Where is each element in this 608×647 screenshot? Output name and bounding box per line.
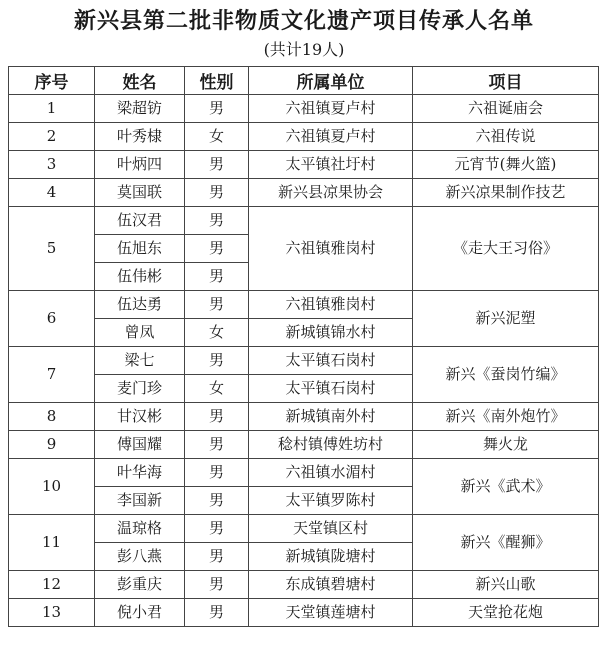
person-gender: 女 xyxy=(185,123,249,151)
row-number: 2 xyxy=(9,123,95,151)
person-gender: 男 xyxy=(185,207,249,235)
affiliated-unit: 太平镇石岗村 xyxy=(249,375,413,403)
row-number: 13 xyxy=(9,599,95,627)
heritage-project: 新兴《武术》 xyxy=(413,459,599,515)
person-gender: 男 xyxy=(185,543,249,571)
affiliated-unit: 太平镇罗陈村 xyxy=(249,487,413,515)
heritage-project: 元宵节(舞火篮) xyxy=(413,151,599,179)
heritage-project: 新兴《醒狮》 xyxy=(413,515,599,571)
person-name: 伍旭东 xyxy=(95,235,185,263)
affiliated-unit: 六祖镇雅岗村 xyxy=(249,207,413,291)
table-row xyxy=(9,291,599,319)
header-name: 姓名 xyxy=(95,67,185,95)
row-number: 5 xyxy=(9,207,95,291)
table-row xyxy=(9,515,599,543)
person-gender: 男 xyxy=(185,347,249,375)
heritage-project: 新兴凉果制作技艺 xyxy=(413,179,599,207)
person-gender: 男 xyxy=(185,235,249,263)
table-row xyxy=(9,403,599,431)
person-gender: 女 xyxy=(185,319,249,347)
person-gender: 男 xyxy=(185,403,249,431)
row-number: 7 xyxy=(9,347,95,403)
table-row xyxy=(9,459,599,487)
affiliated-unit: 太平镇社圩村 xyxy=(249,151,413,179)
heritage-project: 新兴《南外炮竹》 xyxy=(413,403,599,431)
row-number: 11 xyxy=(9,515,95,571)
person-gender: 男 xyxy=(185,263,249,291)
heritage-project: 《走大王习俗》 xyxy=(413,207,599,291)
person-name: 温琼格 xyxy=(95,515,185,543)
document-subtitle: (共计19人) xyxy=(263,40,345,59)
affiliated-unit: 东成镇碧塘村 xyxy=(249,571,413,599)
affiliated-unit: 天堂镇莲塘村 xyxy=(249,599,413,627)
table-body xyxy=(9,95,599,627)
document-title: 新兴县第二批非物质文化遗产项目传承人名单 xyxy=(73,8,534,34)
person-name: 叶炳四 xyxy=(95,151,185,179)
heritage-project: 新兴《蚕岗竹编》 xyxy=(413,347,599,403)
person-name: 曾凤 xyxy=(95,319,185,347)
heritage-project: 六祖传说 xyxy=(413,123,599,151)
row-number: 9 xyxy=(9,431,95,459)
heritage-project: 舞火龙 xyxy=(413,431,599,459)
header-project: 项目 xyxy=(413,67,599,95)
person-name: 彭八燕 xyxy=(95,543,185,571)
heritage-project: 天堂抢花炮 xyxy=(413,599,599,627)
person-name: 梁七 xyxy=(95,347,185,375)
person-gender: 男 xyxy=(185,515,249,543)
person-name: 伍伟彬 xyxy=(95,263,185,291)
person-name: 李国新 xyxy=(95,487,185,515)
affiliated-unit: 六祖镇水湄村 xyxy=(249,459,413,487)
inheritors-table xyxy=(8,66,599,627)
row-number: 12 xyxy=(9,571,95,599)
row-number: 10 xyxy=(9,459,95,515)
affiliated-unit: 六祖镇夏卢村 xyxy=(249,95,413,123)
header-gender: 性别 xyxy=(185,67,249,95)
affiliated-unit: 六祖镇夏卢村 xyxy=(249,123,413,151)
person-gender: 男 xyxy=(185,431,249,459)
person-gender: 男 xyxy=(185,95,249,123)
row-number: 3 xyxy=(9,151,95,179)
table-row xyxy=(9,123,599,151)
row-number: 6 xyxy=(9,291,95,347)
affiliated-unit: 太平镇石岗村 xyxy=(249,347,413,375)
table-row xyxy=(9,431,599,459)
person-gender: 男 xyxy=(185,151,249,179)
table-header-row xyxy=(9,67,599,95)
affiliated-unit: 稔村镇傅姓坊村 xyxy=(249,431,413,459)
heritage-project: 新兴泥塑 xyxy=(413,291,599,347)
header-unit: 所属单位 xyxy=(249,67,413,95)
person-gender: 男 xyxy=(185,291,249,319)
affiliated-unit: 新城镇南外村 xyxy=(249,403,413,431)
header-number: 序号 xyxy=(9,67,95,95)
table-row xyxy=(9,347,599,375)
person-name: 叶华海 xyxy=(95,459,185,487)
person-name: 莫国联 xyxy=(95,179,185,207)
heritage-project: 新兴山歌 xyxy=(413,571,599,599)
person-gender: 男 xyxy=(185,599,249,627)
person-name: 傅国耀 xyxy=(95,431,185,459)
affiliated-unit: 新兴县凉果协会 xyxy=(249,179,413,207)
table-row xyxy=(9,151,599,179)
person-gender: 男 xyxy=(185,179,249,207)
person-name: 伍达勇 xyxy=(95,291,185,319)
row-number: 4 xyxy=(9,179,95,207)
person-name: 伍汉君 xyxy=(95,207,185,235)
person-name: 甘汉彬 xyxy=(95,403,185,431)
affiliated-unit: 天堂镇区村 xyxy=(249,515,413,543)
table-row xyxy=(9,207,599,235)
person-name: 彭重庆 xyxy=(95,571,185,599)
heritage-project: 六祖诞庙会 xyxy=(413,95,599,123)
person-name: 麦门珍 xyxy=(95,375,185,403)
affiliated-unit: 新城镇陇塘村 xyxy=(249,543,413,571)
person-name: 叶秀棣 xyxy=(95,123,185,151)
table-row xyxy=(9,95,599,123)
person-gender: 男 xyxy=(185,571,249,599)
affiliated-unit: 新城镇锦水村 xyxy=(249,319,413,347)
person-name: 倪小君 xyxy=(95,599,185,627)
person-gender: 女 xyxy=(185,375,249,403)
table-row xyxy=(9,599,599,627)
table-row xyxy=(9,571,599,599)
person-gender: 男 xyxy=(185,487,249,515)
person-gender: 男 xyxy=(185,459,249,487)
row-number: 1 xyxy=(9,95,95,123)
person-name: 梁超钫 xyxy=(95,95,185,123)
row-number: 8 xyxy=(9,403,95,431)
table-row xyxy=(9,179,599,207)
affiliated-unit: 六祖镇雅岗村 xyxy=(249,291,413,319)
